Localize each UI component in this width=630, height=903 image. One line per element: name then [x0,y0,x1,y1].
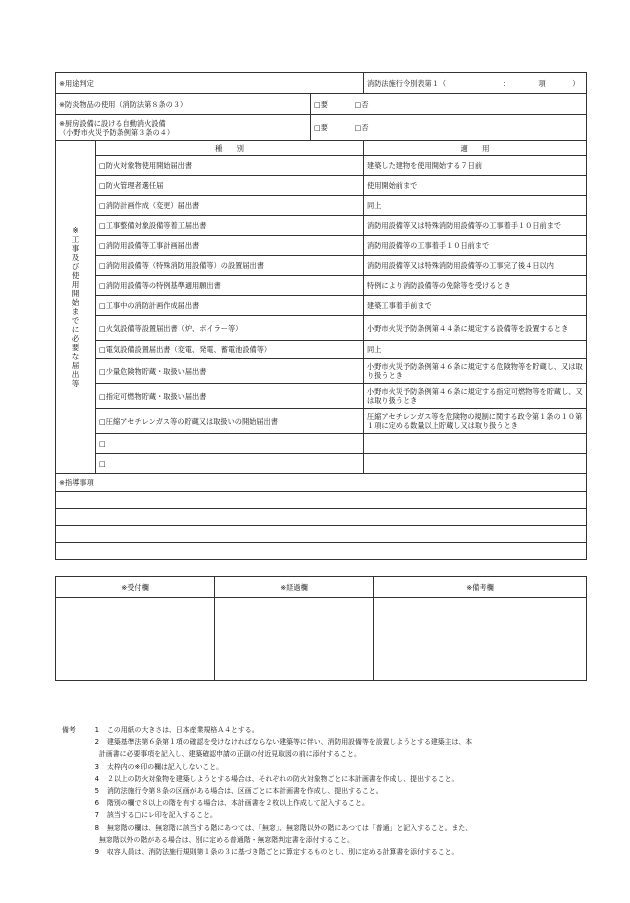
doc-kind[interactable]: □圧縮アセチレンガス等の貯蔵又は取扱いの開始届出書 [96,409,364,434]
note-number: 8 [94,823,99,832]
kitchen-label-2: （小野市火災予防条例第３条の４） [59,127,175,137]
doc-row [56,434,587,454]
note-number: 4 [94,774,99,783]
doc-kind[interactable]: □消防用設備等（特殊消防用設備等）の設置届出書 [96,256,364,276]
note-text: 該当する□にレ印を記入すること。 [107,811,217,820]
doc-row [56,359,587,384]
docs-header-apply: 適 用 [364,141,587,156]
guidance-line[interactable] [56,492,587,509]
doc-row [56,276,587,296]
doc-apply: 小野市火災予防条例第４６条に規定する指定可燃物等を貯蔵し、又は取り扱うとき [364,384,587,409]
doc-kind[interactable]: □ [96,454,364,474]
note-number: 7 [94,811,99,820]
keika-box[interactable] [215,598,374,681]
stamp-body-row [56,598,587,681]
note-text: 階別の欄で８以上の階を有する場合は、本計画書を２枚以上作成して記入すること。 [107,799,369,808]
bouen-noneed-checkbox[interactable]: □否 [354,99,369,109]
ordinance-kou: 項 [538,78,546,88]
uketsuke-box[interactable] [56,598,215,681]
doc-row [56,236,587,256]
note-item [62,724,592,736]
note-text: 建築基準法第６条第１項の確認を受けなければならない建築等に伴い、消防用設備等を設置しようとする建築主は、本 [107,738,473,747]
main-form-table [55,72,587,560]
doc-row [56,216,587,236]
guidance-line[interactable] [56,543,587,560]
kitchen-row [56,115,587,141]
doc-apply: 圧縮アセチレンガス等を危険物の規制に関する政令第１条の１０第１項に定める数量以上貯蔵し又は取り扱うとき [364,409,587,434]
doc-kind[interactable]: □工事整備対象設備等着工届出書 [96,216,364,236]
note-item [62,846,592,858]
doc-kind[interactable]: □電気設備設置届出書（変電、発電、蓄電池設備等） [96,341,364,359]
note-item [62,761,592,773]
bouen-row [56,94,587,115]
doc-kind[interactable]: □消防用設備等工事計画届出書 [96,236,364,256]
kitchen-choice [311,115,587,141]
kitchen-label-1: ※厨房設備に設ける自動消火設備 [59,118,166,128]
stamp-header-row [56,577,587,598]
note-item [62,809,592,821]
note-number: 1 [94,726,99,734]
note-item [62,736,592,748]
note-text: 収容人員は、消防法施行規則第１条の３に基づき階ごとに算定するものとし、別に定める計算書を添付すること。 [107,848,459,857]
note-number: 3 [94,762,99,771]
notes-section [62,724,592,858]
doc-apply: 消防用設備等又は特殊消防用設備等の工事完了後４日以内 [364,256,587,276]
note-continuation: 無窓階以外の階がある場合は、別に定める普通階・無窓階判定書を添付すること。 [99,835,354,844]
guidance-blank-row [56,509,587,526]
guidance-blank-row [56,543,587,560]
note-text: 無窓階の欄は、無窓階に該当する階にあつては、「無窓」、無窓階以外の階にあつては「普通」と記入すること。また、 [107,823,473,832]
biko-header: ※備考欄 [374,577,587,598]
docs-header-kind: 種 別 [96,141,364,156]
doc-row [56,156,587,176]
docs-side-label-text: ※工事及び使用開始までに必要な届出等 [71,226,80,388]
doc-kind[interactable]: □防火管理者選任届 [96,176,364,196]
bouen-need-checkbox[interactable]: □要 [314,99,328,109]
guidance-row [56,474,587,492]
note-text: ２以上の防火対象物を建築しようとする場合は、それぞれの防火対象物ごとに本計画書を作成し、提出すること。 [107,774,459,783]
doc-apply: 特例により消防設備等の免除等を受けるとき [364,276,587,296]
note-text: 消防法施行令第８条の区画がある場合は、区画ごとに本計画書を作成し、提出すること。 [107,787,383,796]
note-continuation: 計画書に必要事項を記入し、建築確認申請の正副の付近見取図の前に添付すること。 [99,750,361,759]
note-number: 9 [94,848,99,857]
doc-apply: 同上 [364,341,587,359]
doc-apply: 建築工事着手前まで [364,296,587,316]
doc-apply: 同上 [364,196,587,216]
usage-label: ※用途判定 [56,73,364,94]
uketsuke-header: ※受付欄 [56,577,215,598]
guidance-blank-row [56,492,587,509]
kitchen-label [56,115,311,141]
doc-apply: 小野市火災予防条例第４４条に規定する設備等を設置するとき [364,316,587,341]
doc-kind[interactable]: □消防用設備等の特例基準適用願出書 [96,276,364,296]
note-number: 5 [94,787,99,796]
doc-apply: 消防用設備等の工事着手１０日前まで [364,236,587,256]
doc-row [56,176,587,196]
usage-row [56,73,587,94]
note-item [62,773,592,785]
note-number: 2 [94,738,99,747]
doc-row [56,196,587,216]
ordinance-cell [364,73,587,94]
kitchen-need-checkbox[interactable]: □要 [314,123,328,132]
guidance-line[interactable] [56,526,587,543]
doc-row [56,341,587,359]
ordinance-colon: ： [502,78,510,88]
note-item [62,822,592,834]
keika-header: ※経過欄 [215,577,374,598]
doc-kind[interactable]: □ [96,434,364,454]
note-text: 太枠内の※印の欄は記入しないこと。 [107,762,224,771]
doc-apply: 使用開始前まで [364,176,587,196]
doc-row [56,296,587,316]
ordinance-label: 消防法施行令別表第１（ [367,78,447,88]
doc-row [56,384,587,409]
bouen-label: ※防炎物品の使用（消防法第８条の３） [56,94,311,115]
doc-apply [364,434,587,454]
kitchen-noneed-checkbox[interactable]: □否 [354,123,369,132]
doc-kind[interactable]: □指定可燃物貯蔵・取扱い届出書 [96,384,364,409]
doc-row [56,256,587,276]
application-form [55,72,586,681]
guidance-line[interactable] [56,509,587,526]
doc-row [56,454,587,474]
doc-kind[interactable]: □火気設備等設置届出書（炉、ボイラー等） [96,316,364,341]
doc-kind[interactable]: □工事中の消防計画作成届出書 [96,296,364,316]
note-text: この用紙の大きさは、日本産業規格Ａ４とする。 [107,726,259,734]
doc-row [56,316,587,341]
doc-apply: 建築した建物を使用開始する７日前 [364,156,587,176]
doc-row [56,409,587,434]
doc-apply: 小野市火災予防条例第４６条に規定する危険物等を貯蔵し、又は取り扱うとき [364,359,587,384]
stamp-table [55,576,587,681]
docs-side-label [56,141,96,474]
notes-label: 備考 [62,726,76,734]
bouen-choice [311,94,587,115]
ordinance-close: ） [572,78,580,88]
guidance-label: ※指導事項 [56,474,587,492]
doc-kind[interactable]: □少量危険物貯蔵・取扱い届出書 [96,359,364,384]
note-item [62,797,592,809]
note-item [62,785,592,797]
docs-header-row [56,141,587,156]
doc-kind[interactable]: □防火対象物使用開始届出書 [96,156,364,176]
biko-box[interactable] [374,598,587,681]
doc-apply [364,454,587,474]
note-number: 6 [94,799,99,808]
doc-kind[interactable]: □消防計画作成（変更）届出書 [96,196,364,216]
doc-apply: 消防用設備等又は特殊消防用設備等の工事着手１０日前まで [364,216,587,236]
guidance-blank-row [56,526,587,543]
